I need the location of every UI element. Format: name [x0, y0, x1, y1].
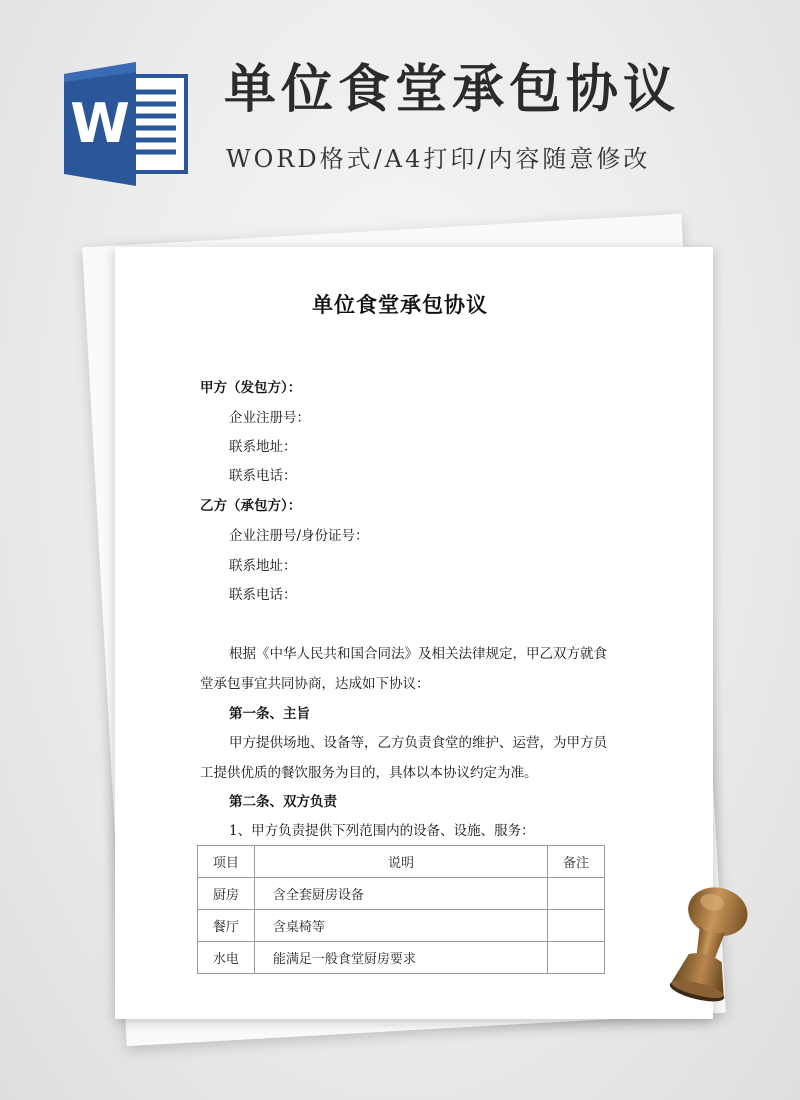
table-row	[198, 878, 605, 910]
party-b-heading: 乙方（承包方）：	[200, 498, 302, 514]
article2-item1: 1、甲方负责提供下列范围内的设备、设施、服务：	[229, 823, 535, 839]
table-cell: 厨房	[198, 878, 255, 910]
table-header-cell: 备注	[548, 846, 605, 878]
document-title: 单位食堂承包协议	[312, 292, 488, 317]
table-cell	[548, 910, 605, 942]
party-a-heading: 甲方（发包方）：	[200, 380, 302, 396]
table-header-row	[198, 846, 605, 878]
word-logo-letter: W	[70, 92, 130, 155]
article1-text: 甲方提供场地、设备等，乙方负责食堂的维护、运营，为甲方员	[229, 735, 607, 751]
word-logo-icon	[64, 62, 192, 186]
services-table	[197, 845, 605, 974]
table-header-cell: 说明	[254, 846, 547, 878]
table-row	[198, 910, 605, 942]
party-a-field: 企业注册号：	[229, 410, 310, 426]
article2-heading: 第二条、双方负责	[229, 794, 337, 810]
table-header-cell: 项目	[198, 846, 255, 878]
intro-line: 根据《中华人民共和国合同法》及相关法律规定，甲乙双方就食	[229, 646, 607, 662]
banner-title: 单位食堂承包协议	[224, 60, 681, 120]
table-cell	[548, 878, 605, 910]
party-a-field: 联系电话：	[229, 468, 297, 484]
article1-text: 工提供优质的餐饮服务为目的，具体以本协议约定为准。	[200, 765, 538, 781]
party-b-field: 联系电话：	[229, 587, 297, 603]
party-a-field: 联系地址：	[229, 439, 297, 455]
table-row	[198, 942, 605, 974]
table-cell: 水电	[198, 942, 255, 974]
table-cell: 餐厅	[198, 910, 255, 942]
article1-heading: 第一条、主旨	[229, 706, 310, 722]
table-cell: 含桌椅等	[254, 910, 547, 942]
intro-line: 堂承包事宜共同协商，达成如下协议：	[200, 676, 430, 692]
table-cell: 能满足一般食堂厨房要求	[254, 942, 547, 974]
party-b-field: 联系地址：	[229, 558, 297, 574]
party-b-field: 企业注册号/身份证号：	[229, 528, 369, 544]
rubber-stamp-icon	[645, 880, 765, 1030]
table-cell	[548, 942, 605, 974]
table-cell: 含全套厨房设备	[254, 878, 547, 910]
banner-subtitle: WORD格式/A4打印/内容随意修改	[226, 145, 651, 173]
